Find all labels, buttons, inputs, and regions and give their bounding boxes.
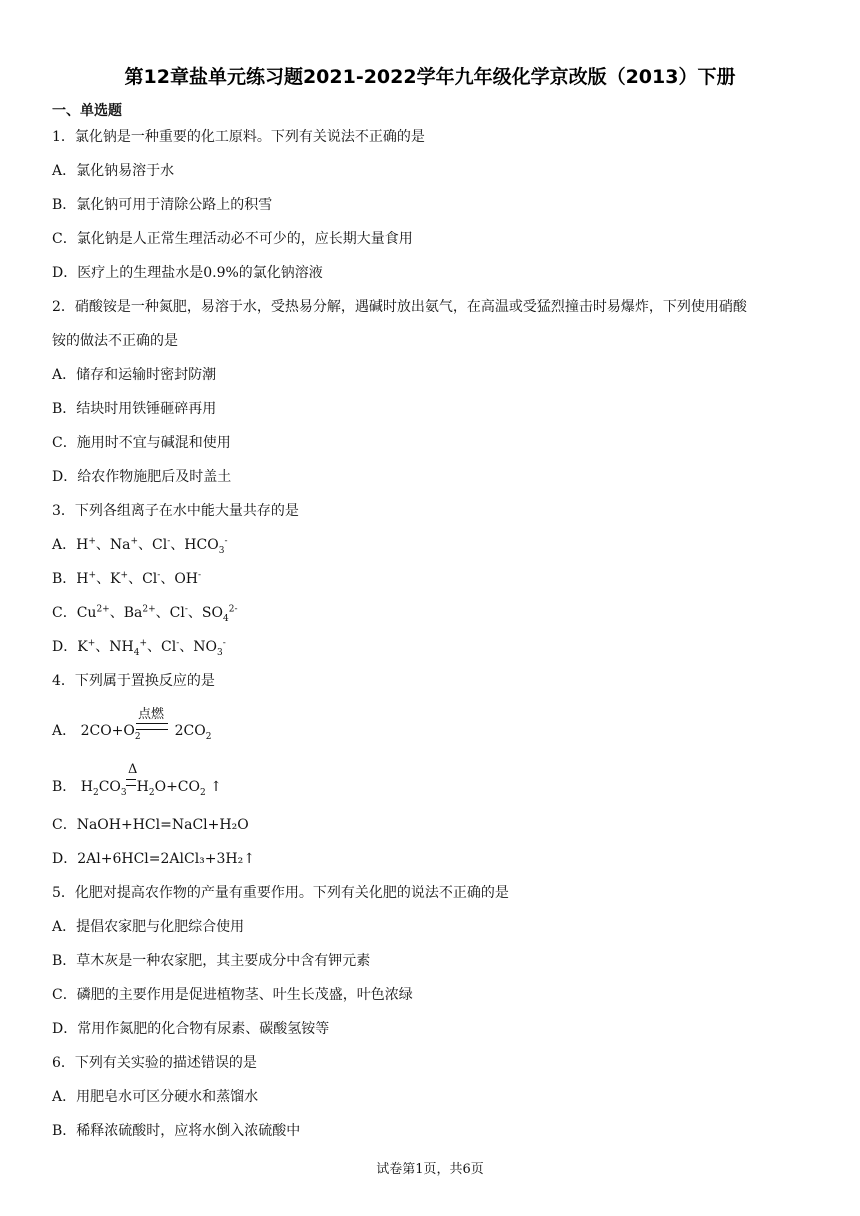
question-4-option-a: A． $2CO+O_2$ $2CO_2$ bbox=[52, 723, 212, 742]
question-1-stem: 1．氯化钠是一种重要的化工原料。下列有关说法不正确的是 bbox=[52, 129, 425, 145]
question-2-stem-line-2: 铵的做法不正确的是 bbox=[52, 333, 178, 349]
equals-bar bbox=[136, 723, 168, 730]
question-4-option-b: B． $H_2CO_3$ $H_2O+CO_2$ ↑ bbox=[52, 779, 222, 798]
page-title: 第12章盐单元练习题2021-2022学年九年级化学京改版（2013）下册 bbox=[124, 66, 736, 88]
option-label: A． bbox=[52, 723, 77, 739]
question-3-option-a: A．H+、Na+、Cl-、$HCO_3^-$ bbox=[52, 536, 228, 556]
question-5-option-a: A．提倡农家肥与化肥综合使用 bbox=[52, 919, 245, 935]
question-5-option-d: D．常用作氮肥的化合物有尿素、碳酸氢铵等 bbox=[52, 1021, 330, 1037]
question-1-option-b: B．氯化钠可用于清除公路上的积雪 bbox=[52, 197, 273, 213]
question-3-option-c: C．$Cu^{2+}$、$Ba^{2+}$、Cl-、$SO_4^{2-}$ bbox=[52, 604, 238, 624]
option-label: B． bbox=[52, 779, 77, 795]
question-2-option-a: A．储存和运输时密封防潮 bbox=[52, 367, 217, 383]
question-5-option-c: C．磷肥的主要作用是促进植物茎、叶生长茂盛，叶色浓绿 bbox=[52, 987, 413, 1003]
equals-bar bbox=[126, 779, 136, 786]
question-6-option-a: A．用肥皂水可区分硬水和蒸馏水 bbox=[52, 1089, 259, 1105]
question-6-option-b: B．稀释浓硫酸时，应将水倒入浓硫酸中 bbox=[52, 1123, 301, 1139]
reaction-condition-heat: Δ bbox=[128, 762, 138, 777]
question-3-option-b: B．H+、K+、Cl-、OH- bbox=[52, 570, 202, 587]
question-4-option-c: C．NaOH+HCl=NaCl+H₂O bbox=[52, 817, 249, 833]
question-5-stem: 5．化肥对提高农作物的产量有重要作用。下列有关化肥的说法不正确的是 bbox=[52, 885, 509, 901]
option-label: A． bbox=[52, 537, 77, 553]
question-3-option-d: D．K+、$NH_4^+$、Cl-、$NO_3^-$ bbox=[52, 638, 226, 658]
question-1-option-a: A．氯化钠易溶于水 bbox=[52, 163, 175, 179]
option-label: C． bbox=[52, 605, 77, 621]
question-4-option-d: D．2Al+6HCl=2AlCl₃+3H₂↑ bbox=[52, 851, 255, 867]
page-footer: 试卷第1页，共6页 bbox=[376, 1162, 484, 1177]
option-label: D． bbox=[52, 639, 78, 655]
question-5-option-b: B．草木灰是一种农家肥，其主要成分中含有钾元素 bbox=[52, 953, 371, 969]
question-2-option-b: B．结块时用铁锤砸碎再用 bbox=[52, 401, 217, 417]
question-2-option-c: C．施用时不宜与碱混和使用 bbox=[52, 435, 231, 451]
question-4-stem: 4．下列属于置换反应的是 bbox=[52, 673, 215, 689]
question-2-option-d: D．给农作物施肥后及时盖土 bbox=[52, 469, 232, 485]
reaction-condition-ignite: 点燃 bbox=[138, 707, 165, 722]
section-heading: 一、单选题 bbox=[52, 103, 122, 119]
question-1-option-d: D．医疗上的生理盐水是0.9%的氯化钠溶液 bbox=[52, 265, 323, 281]
option-label: B． bbox=[52, 571, 77, 587]
question-6-stem: 6．下列有关实验的描述错误的是 bbox=[52, 1055, 257, 1071]
question-3-stem: 3．下列各组离子在水中能大量共存的是 bbox=[52, 503, 299, 519]
question-1-option-c: C．氯化钠是人正常生理活动必不可少的，应长期大量食用 bbox=[52, 231, 413, 247]
question-2-stem-line-1: 2．硝酸铵是一种氮肥，易溶于水，受热易分解，遇碱时放出氨气，在高温或受猛烈撞击时易爆炸，下列使用硝酸 bbox=[52, 299, 747, 315]
